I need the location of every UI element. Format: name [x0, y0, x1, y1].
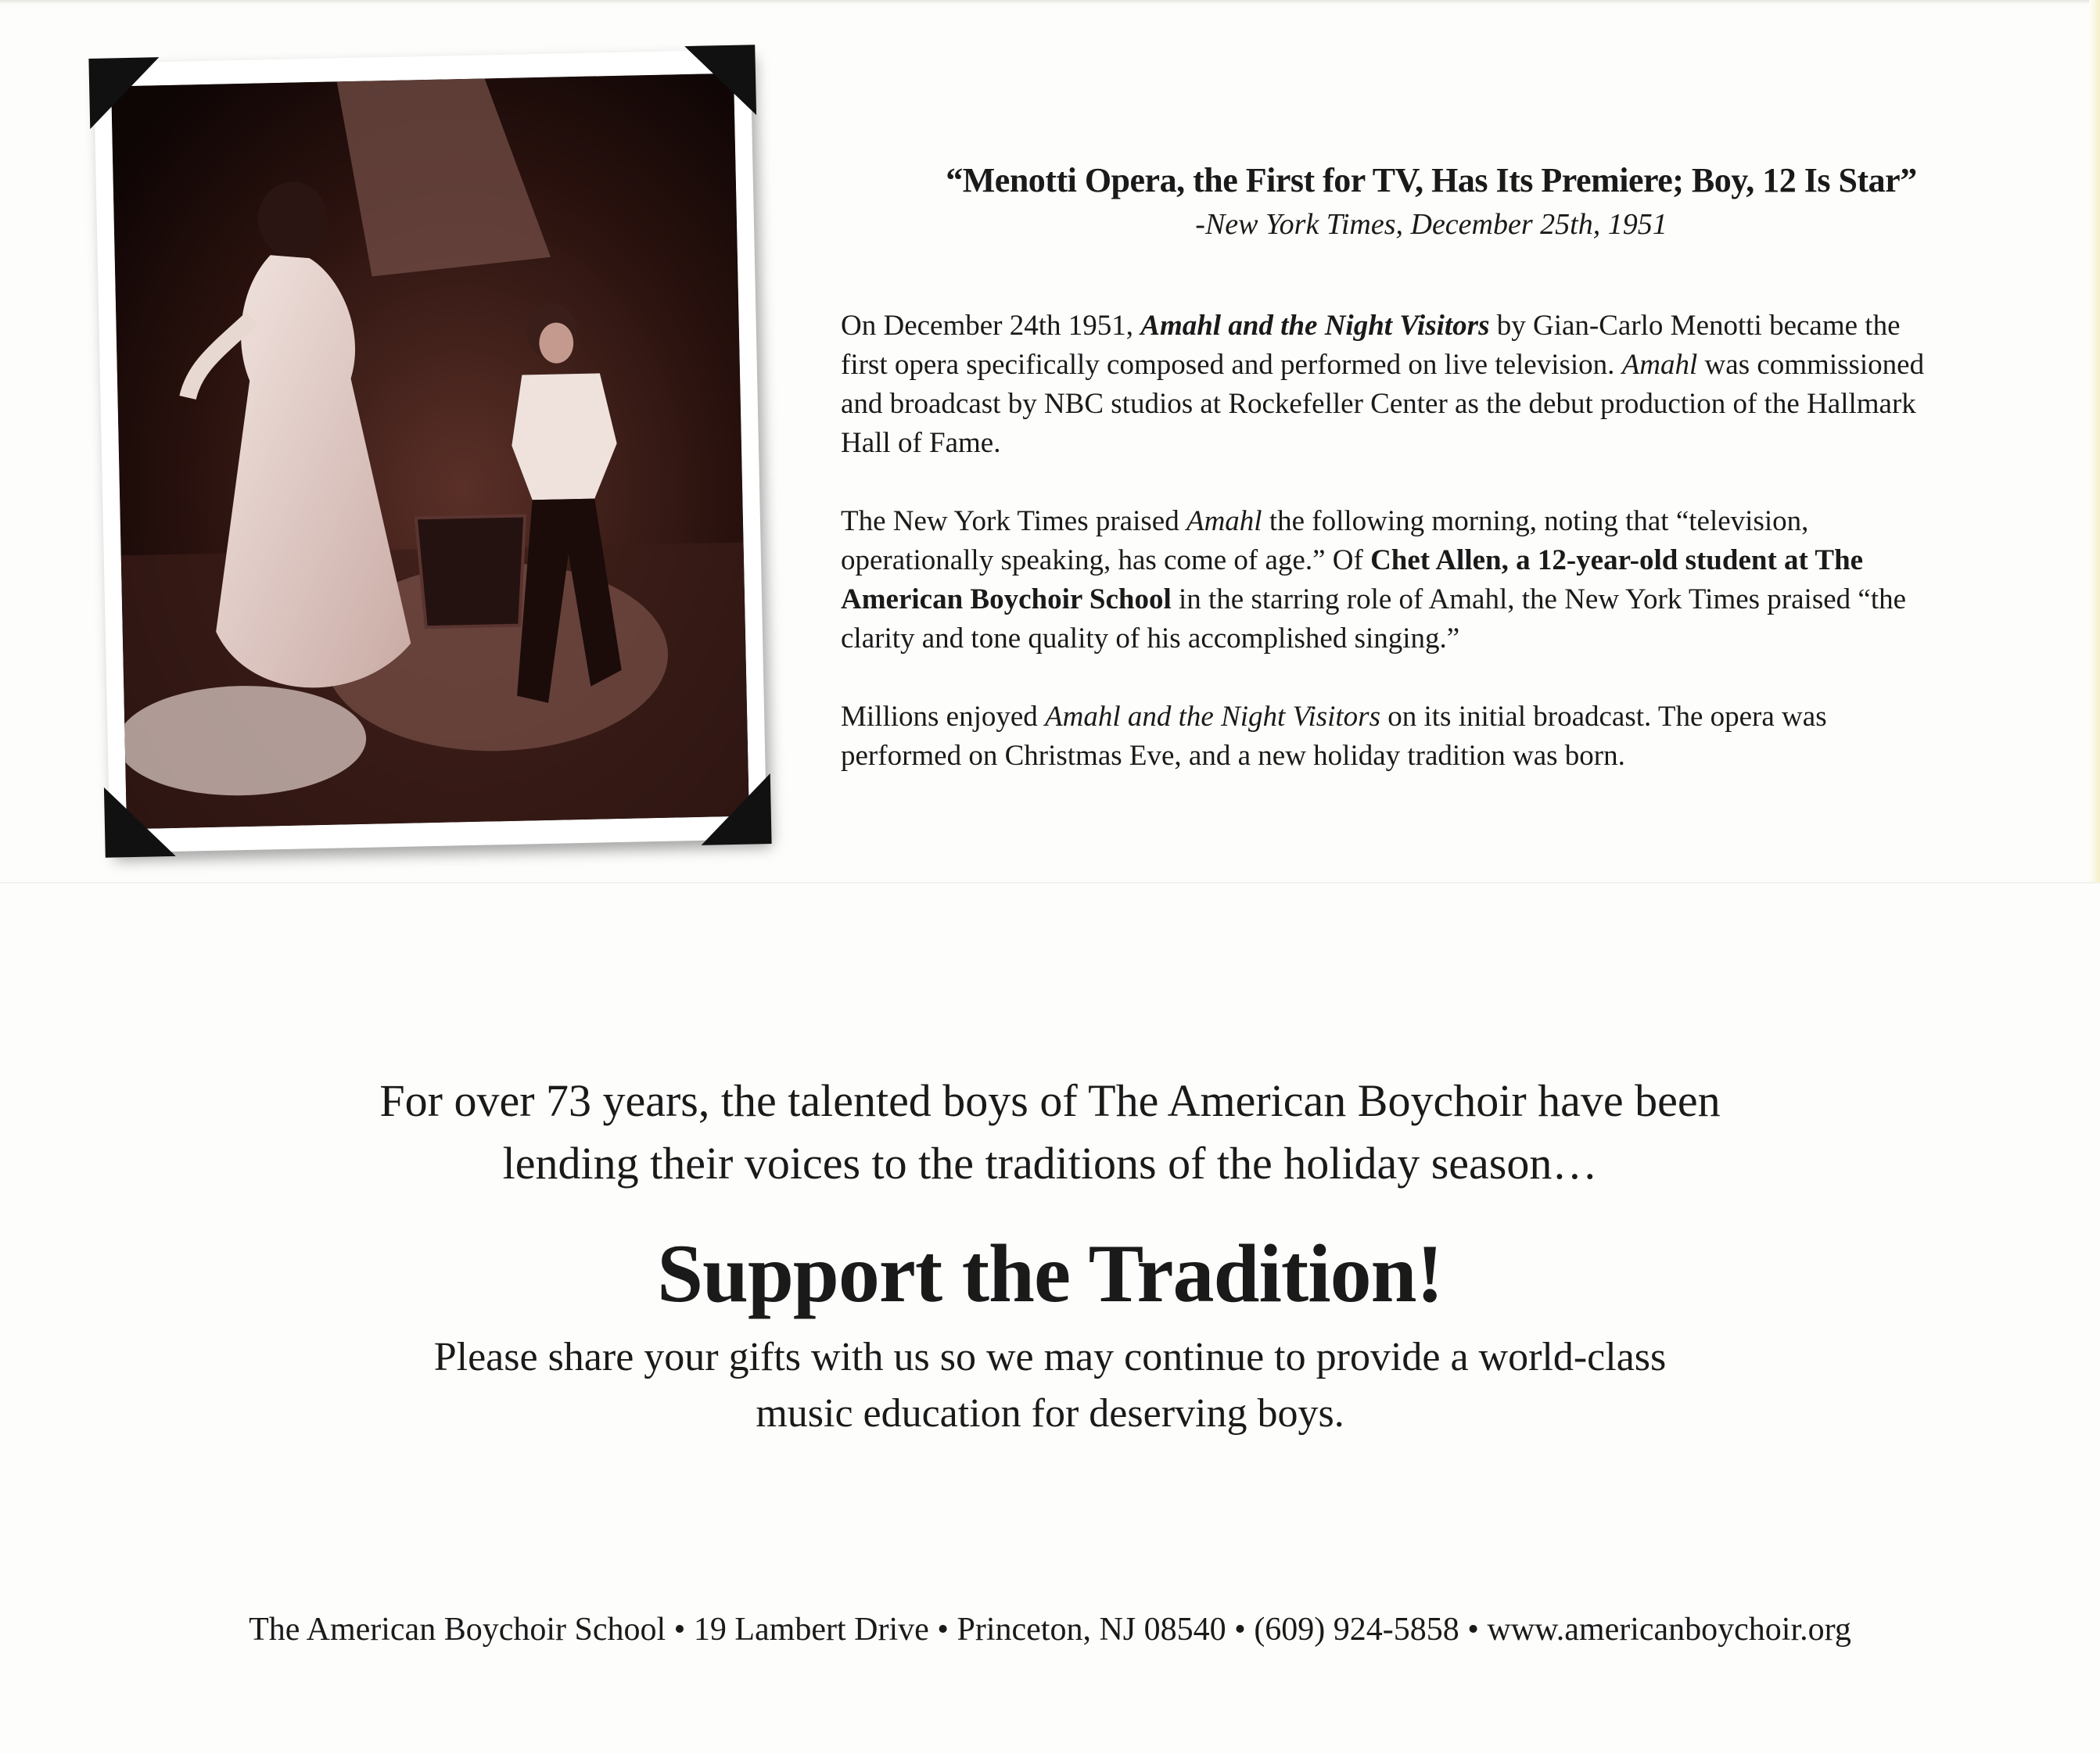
photo-corner-top-right — [684, 45, 756, 117]
p2-highlight: Chet Allen, a 12-year-old student at The American Boychoir School — [841, 544, 1864, 615]
p2-text-a: The New York Times praised — [841, 505, 1186, 537]
page-top-edge — [0, 0, 2100, 5]
fold-line — [0, 882, 2100, 884]
p1-text-a: On December 24th 1951, — [841, 310, 1141, 342]
photo-corner-bottom-right — [700, 773, 772, 845]
p2-text-c: the following morning, noting that “television, operationally speaking, has come of age.” Of — [841, 505, 1809, 576]
appeal-text — [0, 1070, 2100, 1195]
article-body — [841, 307, 1936, 815]
p1-text-e: was commissioned and broadcast by NBC studios at Rockefeller Center as the debut production of the Hallmark Hall of Fame. — [841, 349, 1925, 459]
article-source: -New York Times, December 25th, 1951 — [1195, 208, 1667, 241]
p2-title: Amahl — [1186, 505, 1262, 537]
article-paragraph-1 — [841, 307, 1936, 463]
page-right-edge — [2089, 0, 2100, 882]
p1-title-short: Amahl — [1621, 349, 1698, 381]
p3-text-a: Millions enjoyed — [841, 701, 1046, 733]
donation-plea — [0, 1329, 2100, 1442]
p2-text-e: in the starring role of Amahl, the New York Times praised “the clarity and tone quality of his accomplished singing.” — [841, 583, 1907, 655]
opera-photo-frame — [94, 49, 767, 852]
article-paragraph-3 — [841, 698, 1936, 776]
appeal-line-1: For over 73 years, the talented boys of The American Boychoir have been — [379, 1075, 1721, 1126]
photo-corner-bottom-left — [104, 786, 176, 858]
article-headline: “Menotti Opera, the First for TV, Has Its Premiere; Boy, 12 Is Star” — [946, 161, 1917, 199]
appeal-line-2: lending their voices to the traditions of the holiday season… — [502, 1138, 1598, 1189]
p3-title: Amahl and the Night Visitors — [1045, 701, 1380, 733]
opera-photo — [111, 74, 749, 829]
p1-title: Amahl and the Night Visitors — [1140, 310, 1490, 342]
plea-line-1: Please share your gifts with us so we may continue to provide a world-class — [433, 1335, 1667, 1379]
article-paragraph-2 — [841, 502, 1936, 658]
p1-text-c: by Gian-Carlo Menotti became the first opera specifically composed and performed on live television. — [841, 310, 1901, 381]
plea-line-2: music education for deserving boys. — [756, 1391, 1344, 1436]
opera-photo-image — [111, 74, 749, 829]
photo-corner-top-left — [88, 57, 160, 129]
call-to-action-heading: Support the Tradition! — [657, 1228, 1443, 1319]
p3-text-c: on its initial broadcast. The opera was performed on Christmas Eve, and a new holiday tradition was born. — [841, 701, 1827, 772]
contact-footer: The American Boychoir School • 19 Lambert Drive • Princeton, NJ 08540 • (609) 924-5858 • www.americanboychoir.org — [249, 1612, 1851, 1648]
